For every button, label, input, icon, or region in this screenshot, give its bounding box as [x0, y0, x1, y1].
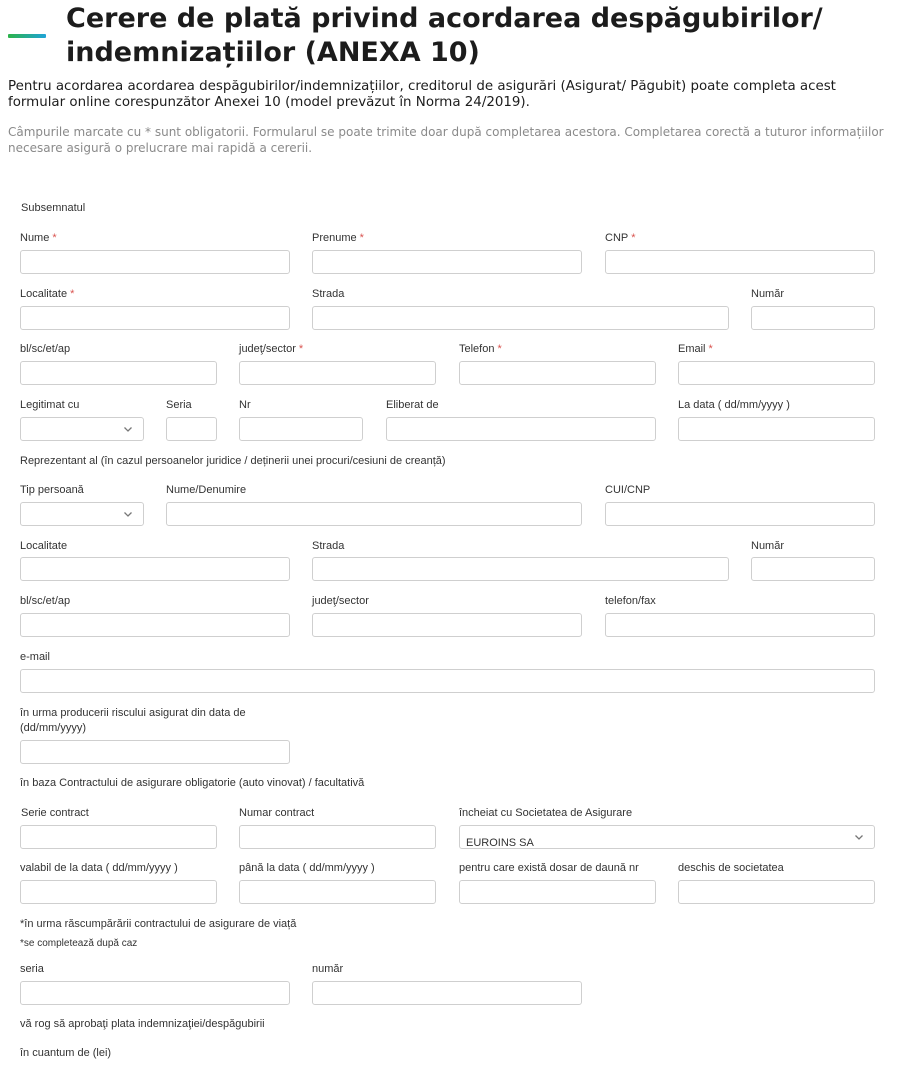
legitimat-label: Legitimat cu [20, 399, 80, 411]
societate-selected-value: EUROINS SA [466, 837, 534, 849]
rep-numar-label: Număr [751, 540, 785, 552]
rascumparare-label: *în urma răscumpărării contractului de asigurare de viață [20, 918, 297, 930]
numar-label: Număr [751, 288, 785, 300]
valabil-label: valabil de la data ( dd/mm/yyyy ) [20, 862, 178, 874]
chevron-down-icon [854, 833, 864, 841]
strada-input[interactable] [312, 306, 729, 330]
viata-seria-label: seria [20, 963, 44, 975]
section-label-contract: în baza Contractului de asigurare obligatorie (auto vinovat) / facultativă [20, 777, 365, 789]
rep-strada-input[interactable] [312, 557, 729, 581]
bl-input[interactable] [20, 361, 217, 385]
localitate-input[interactable] [20, 306, 290, 330]
valabil-input[interactable] [20, 880, 217, 904]
email-label: Email * [678, 343, 713, 355]
pana-label: până la data ( dd/mm/yyyy ) [239, 862, 375, 874]
page-title: Cerere de plată privind acordarea despăgubirilor/ indemnizațiilor (ANEXA 10) [66, 3, 823, 68]
tip-persoana-select[interactable] [20, 502, 144, 526]
nume-denumire-label: Nume/Denumire [166, 484, 247, 496]
strada-label: Strada [312, 288, 345, 300]
risc-data-input[interactable] [20, 740, 290, 764]
tip-persoana-label: Tip persoană [20, 484, 84, 496]
nr-label: Nr [239, 399, 251, 411]
numar-contract-input[interactable] [239, 825, 436, 849]
societate-select[interactable] [459, 825, 875, 849]
pana-input[interactable] [239, 880, 436, 904]
email-input[interactable] [678, 361, 875, 385]
cnp-label: CNP * [605, 232, 636, 244]
rep-email-input[interactable] [20, 669, 875, 693]
judet-input[interactable] [239, 361, 436, 385]
telefon-input[interactable] [459, 361, 656, 385]
incheiat-label: încheiat cu Societatea de Asigurare [459, 807, 633, 819]
nume-denumire-input[interactable] [166, 502, 582, 526]
telefon-label: Telefon * [459, 343, 502, 355]
viata-numar-label: număr [312, 963, 344, 975]
viata-seria-input[interactable] [20, 981, 290, 1005]
localitate-label: Localitate * [20, 288, 75, 300]
numar-contract-label: Numar contract [239, 807, 315, 819]
eliberat-input[interactable] [386, 417, 656, 441]
rep-judet-label: judeţ/sector [312, 595, 369, 607]
nr-input[interactable] [239, 417, 363, 441]
la-data-label: La data ( dd/mm/yyyy ) [678, 399, 790, 411]
rep-bl-input[interactable] [20, 613, 290, 637]
dosar-label: pentru care există dosar de daună nr [459, 862, 639, 874]
title-accent-bar [8, 34, 46, 38]
seria-label: Seria [166, 399, 192, 411]
numar-input[interactable] [751, 306, 875, 330]
legitimat-select[interactable] [20, 417, 144, 441]
nume-label: Nume * [20, 232, 57, 244]
se-completeaza-note: *se completează după caz [20, 938, 138, 949]
form-intro: Pentru acordarea acordarea despăgubirilor/indemnizațiilor, creditorul de asigurări (Asigurat/ Păgubit) poate completa acest formular online corespunzător Anexei 10 (model prevăzut în Norma 24/2019). [8, 79, 836, 110]
deschis-input[interactable] [678, 880, 875, 904]
rep-localitate-input[interactable] [20, 557, 290, 581]
seria-input[interactable] [166, 417, 217, 441]
rep-telefon-label: telefon/fax [605, 595, 656, 607]
rep-email-label: e-mail [20, 651, 50, 663]
judet-label: judeţ/sector * [239, 343, 304, 355]
rep-strada-label: Strada [312, 540, 345, 552]
rep-telefon-input[interactable] [605, 613, 875, 637]
prenume-label: Prenume * [312, 232, 364, 244]
nume-input[interactable] [20, 250, 290, 274]
rep-numar-input[interactable] [751, 557, 875, 581]
bl-label: bl/sc/et/ap [20, 343, 71, 355]
risc-data-label: în urma producerii riscului asigurat din data de (dd/mm/yyyy) [20, 707, 246, 734]
cui-input[interactable] [605, 502, 875, 526]
rep-bl-label: bl/sc/et/ap [20, 595, 71, 607]
section-label-reprezentant: Reprezentant al (în cazul persoanelor juridice / deținerii unei procuri/cesiuni de creanță) [20, 455, 446, 467]
serie-contract-label: Serie contract [21, 807, 89, 819]
dosar-input[interactable] [459, 880, 656, 904]
cnp-input[interactable] [605, 250, 875, 274]
chevron-down-icon [123, 425, 133, 433]
viata-numar-input[interactable] [312, 981, 582, 1005]
prenume-input[interactable] [312, 250, 582, 274]
section-label-subsemnatul: Subsemnatul [21, 202, 86, 214]
required-fields-note: Câmpurile marcate cu * sunt obligatorii. Formularul se poate trimite doar după completarea acestora. Completarea corectă a tuturor informațiilor necesare asigură o prelucrare mai rapidă a cererii. [8, 125, 884, 155]
serie-contract-input[interactable] [20, 825, 217, 849]
eliberat-label: Eliberat de [386, 399, 439, 411]
rep-judet-input[interactable] [312, 613, 582, 637]
aprobati-label: vă rog să aprobaţi plata indemnizaţiei/despăgubirii [20, 1018, 265, 1030]
cui-label: CUI/CNP [605, 484, 651, 496]
deschis-label: deschis de societatea [678, 862, 784, 874]
rep-localitate-label: Localitate [20, 540, 68, 552]
chevron-down-icon [123, 510, 133, 518]
cuantum-label: în cuantum de (lei) [20, 1047, 112, 1059]
la-data-input[interactable] [678, 417, 875, 441]
